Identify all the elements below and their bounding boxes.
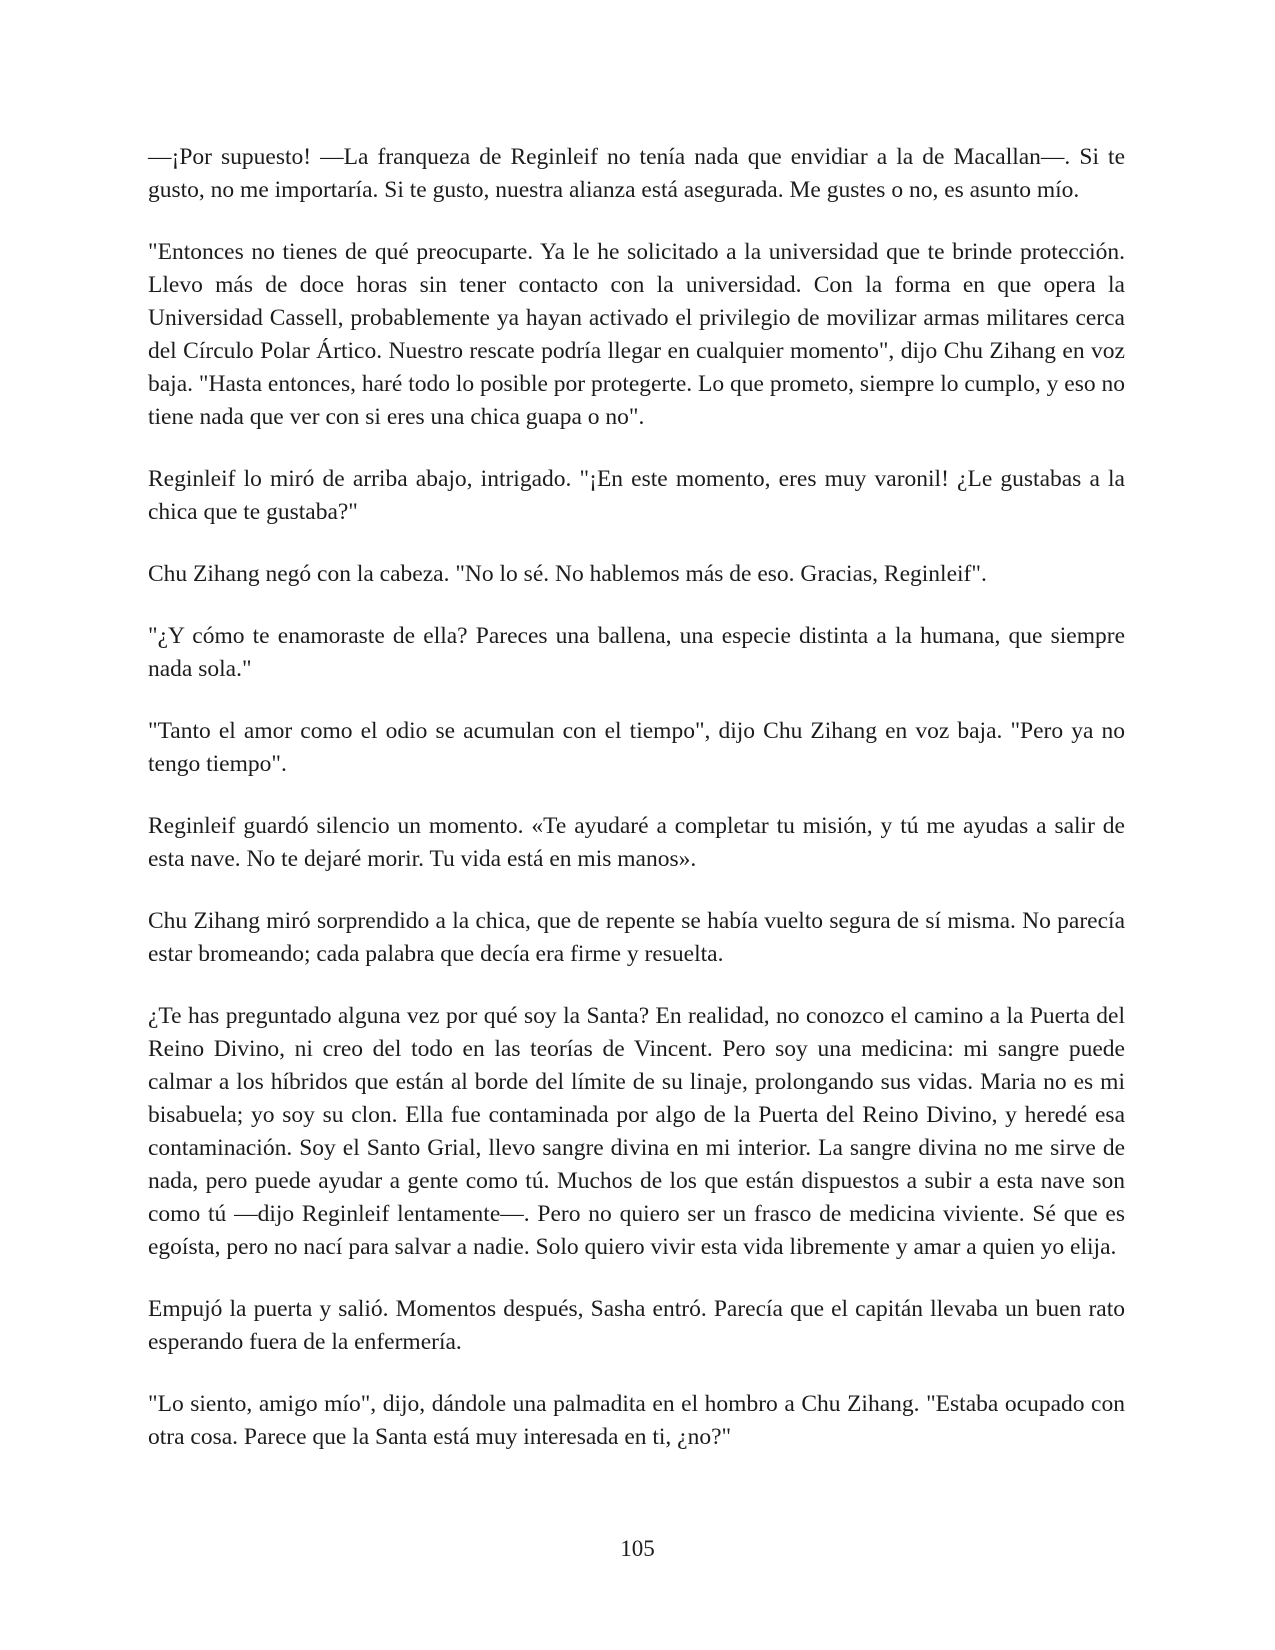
- paragraph: Chu Zihang miró sorprendido a la chica, que de repente se había vuelto segura de sí misma. No parecía estar bromeando; cada palabra que decía era firme y resuelta.: [148, 908, 1125, 967]
- paragraph: Reginleif lo miró de arriba abajo, intrigado. "¡En este momento, eres muy varonil! ¿Le gustabas a la chica que te gustaba?": [148, 466, 1125, 525]
- paragraph: —¡Por supuesto! —La franqueza de Reginleif no tenía nada que envidiar a la de Macallan—. Si te gusto, no me importaría. Si te gusto, nuestra alianza está asegurada. Me gustes o no, es asunto mío.: [148, 144, 1125, 203]
- paragraph: Reginleif guardó silencio un momento. «Te ayudaré a completar tu misión, y tú me ayudas a salir de esta nave. No te dejaré morir. Tu vida está en mis manos».: [148, 813, 1125, 872]
- paragraph: "Tanto el amor como el odio se acumulan con el tiempo", dijo Chu Zihang en voz baja. "Pero ya no tengo tiempo".: [148, 718, 1125, 777]
- paragraph: ¿Te has preguntado alguna vez por qué soy la Santa? En realidad, no conozco el camino a la Puerta del Reino Divino, ni creo del todo en las teorías de Vincent. Pero soy una medicina: mi sangre puede calmar a los híbridos que están al borde del límite de su linaje, prolongando sus vidas. Maria no es mi bisabuela; yo soy su clon. Ella fue contaminada por algo de la Puerta del Reino Divino, y heredé esa contaminación. Soy el Santo Grial, llevo sangre divina en mi interior. La sangre divina no me sirve de nada, pero puede ayudar a gente como tú. Muchos de los que están dispuestos a subir a esta nave son como tú —dijo Reginleif lentamente—. Pero no quiero ser un frasco de medicina viviente. Sé que es egoísta, pero no nací para salvar a nadie. Solo quiero vivir esta vida libremente y amar a quien yo elija.: [148, 1003, 1125, 1260]
- page-number: 105: [620, 1536, 655, 1561]
- body-text: [148, 141, 1125, 1483]
- paragraph: "Lo siento, amigo mío", dijo, dándole una palmadita en el hombro a Chu Zihang. "Estaba ocupado con otra cosa. Parece que la Santa está muy interesada en ti, ¿no?": [148, 1391, 1125, 1450]
- paragraph: "Entonces no tienes de qué preocuparte. Ya le he solicitado a la universidad que te brinde protección. Llevo más de doce horas sin tener contacto con la universidad. Con la forma en que opera la Universidad Cassell, probablemente ya hayan activado el privilegio de movilizar armas militares cerca del Círculo Polar Ártico. Nuestro rescate podría llegar en cualquier momento", dijo Chu Zihang en voz baja. "Hasta entonces, haré todo lo posible por protegerte. Lo que prometo, siempre lo cumplo, y eso no tiene nada que ver con si eres una chica guapa o no".: [148, 239, 1125, 430]
- paragraph: Empujó la puerta y salió. Momentos después, Sasha entró. Parecía que el capitán llevaba un buen rato esperando fuera de la enfermería.: [148, 1296, 1125, 1355]
- paragraph: Chu Zihang negó con la cabeza. "No lo sé. No hablemos más de eso. Gracias, Reginleif".: [148, 561, 987, 587]
- paragraph: "¿Y cómo te enamoraste de ella? Pareces una ballena, una especie distinta a la humana, que siempre nada sola.": [148, 623, 1125, 682]
